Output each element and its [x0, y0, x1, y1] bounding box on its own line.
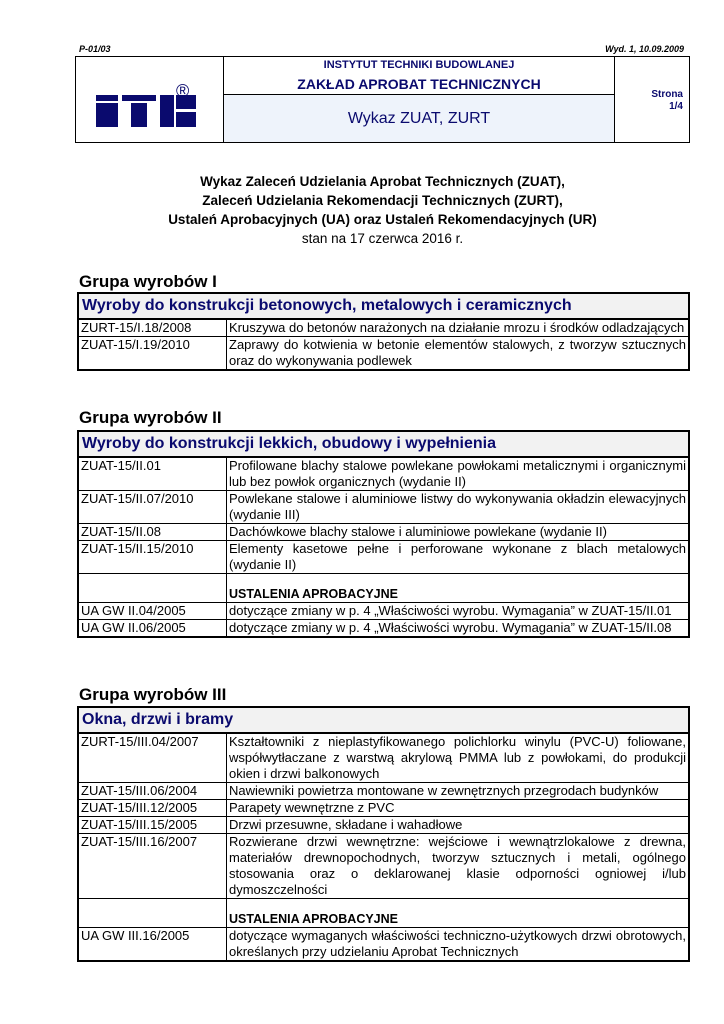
header-box — [75, 56, 690, 143]
table-row — [78, 541, 689, 574]
intro-line: Wykaz Zaleceń Udzielania Aprobat Technicznych (ZUAT), — [200, 174, 565, 189]
code: ZUAT-15/II.08 — [78, 524, 227, 541]
institute-name: INSTYTUT TECHNIKI BUDOWLANEJ — [323, 59, 515, 71]
code: ZUAT-15/I.19/2010 — [78, 337, 227, 371]
table-row — [78, 603, 689, 620]
code: ZUAT-15/III.12/2005 — [78, 800, 227, 817]
table-row — [78, 733, 689, 783]
table-row — [78, 319, 689, 337]
description: Elementy kasetowe pełne i perforowane wykonane z blach metalowych (wydanie II) — [227, 541, 690, 574]
description: Nawiewniki powietrza montowane w zewnętrznych przegrodach budynków — [227, 783, 690, 800]
description: Zaprawy do kotwienia w betonie elementów stalowych, z tworzyw sztucznych oraz do wykonywania podlewek — [227, 337, 690, 371]
subheader: USTALENIA APROBACYJNE — [227, 899, 690, 928]
table-row — [78, 834, 689, 899]
group-table — [77, 292, 690, 371]
document-title: Wykaz ZUAT, ZURT — [224, 95, 614, 142]
group-table — [77, 430, 690, 638]
table-row — [78, 337, 689, 371]
intro-line: Zaleceń Udzielania Rekomendacji Technicznych (ZURT), — [202, 193, 563, 208]
table-row — [78, 783, 689, 800]
intro-date: stan na 17 czerwca 2016 r. — [301, 231, 464, 246]
description: Dachówkowe blachy stalowe i aluminiowe powlekane (wydanie II) — [227, 524, 690, 541]
table-row — [78, 620, 689, 638]
group-title: Grupa wyrobów I — [79, 272, 217, 291]
table-row — [78, 524, 689, 541]
description: Rozwierane drzwi wewnętrzne: wejściowe i wewnątrzlokalowe z drewna, materiałów drewnopochodnych, tworzyw sztucznych i metali, ogólnego stosowania oraz o deklarowanej klasie odporności ogniowej i/lub dymoszczelności — [227, 834, 690, 899]
code: UA GW II.06/2005 — [78, 620, 227, 638]
description: Powlekane stalowe i aluminiowe listwy do wykonywania okładzin elewacyjnych (wydanie III) — [227, 491, 690, 524]
description: Drzwi przesuwne, składane i wahadłowe — [227, 817, 690, 834]
description: Parapety wewnętrzne z PVC — [227, 800, 690, 817]
group-title: Grupa wyrobów III — [79, 685, 227, 704]
code: ZUAT-15/III.06/2004 — [78, 783, 227, 800]
description: dotyczące zmiany w p. 4 „Właściwości wyrobu. Wymagania” w ZUAT-15/II.08 — [227, 620, 690, 638]
code: ZURT-15/I.18/2008 — [78, 319, 227, 337]
code: ZURT-15/III.04/2007 — [78, 733, 227, 783]
table-row — [78, 928, 689, 962]
table-row — [78, 491, 689, 524]
doc-code: P-01/03 — [79, 44, 111, 54]
intro — [75, 172, 690, 248]
page-label: Strona — [651, 89, 683, 100]
itb-logo-icon — [76, 57, 223, 142]
table-header: Okna, drzwi i bramy — [78, 707, 689, 733]
description: Kruszywa do betonów narażonych na działanie mrozu i środków odladzających — [227, 319, 690, 337]
table-row — [78, 457, 689, 491]
code: ZUAT-15/II.07/2010 — [78, 491, 227, 524]
registered-mark: ® — [176, 81, 190, 101]
code: UA GW III.16/2005 — [78, 928, 227, 962]
edition: Wyd. 1, 10.09.2009 — [605, 44, 684, 54]
description: dotyczące wymaganych właściwości techniczno-użytkowych drzwi obrotowych, określanych przy udzielaniu Aprobat Technicznych — [227, 928, 690, 962]
table-header: Wyroby do konstrukcji lekkich, obudowy i wypełnienia — [78, 431, 689, 457]
department-name: ZAKŁAD APROBAT TECHNICZNYCH — [297, 76, 541, 92]
description: Kształtowniki z nieplastyfikowanego polichlorku winylu (PVC-U) foliowane, współwytłaczane z warstwą akrylową PMMA lub z powłokami, do produkcji okien i drzwi balkonowych — [227, 733, 690, 783]
table-header: Wyroby do konstrukcji betonowych, metalowych i ceramicznych — [78, 293, 689, 319]
code: ZUAT-15/II.01 — [78, 457, 227, 491]
code: ZUAT-15/III.15/2005 — [78, 817, 227, 834]
intro-line: Ustaleń Aprobacyjnych (UA) oraz Ustaleń Rekomendacyjnych (UR) — [168, 212, 597, 227]
group-title: Grupa wyrobów II — [79, 408, 222, 427]
group-table — [77, 706, 690, 962]
code: ZUAT-15/III.16/2007 — [78, 834, 227, 899]
code: ZUAT-15/II.15/2010 — [78, 541, 227, 574]
code: UA GW II.04/2005 — [78, 603, 227, 620]
subheader: USTALENIA APROBACYJNE — [227, 574, 690, 603]
description: Profilowane blachy stalowe powlekane powłokami metalicznymi i organicznymi lub bez powłok organicznych (wydanie II) — [227, 457, 690, 491]
page-number: 1/4 — [669, 101, 683, 112]
description: dotyczące zmiany w p. 4 „Właściwości wyrobu. Wymagania” w ZUAT-15/II.01 — [227, 603, 690, 620]
table-row — [78, 800, 689, 817]
itb-logo — [76, 57, 224, 142]
table-row — [78, 817, 689, 834]
